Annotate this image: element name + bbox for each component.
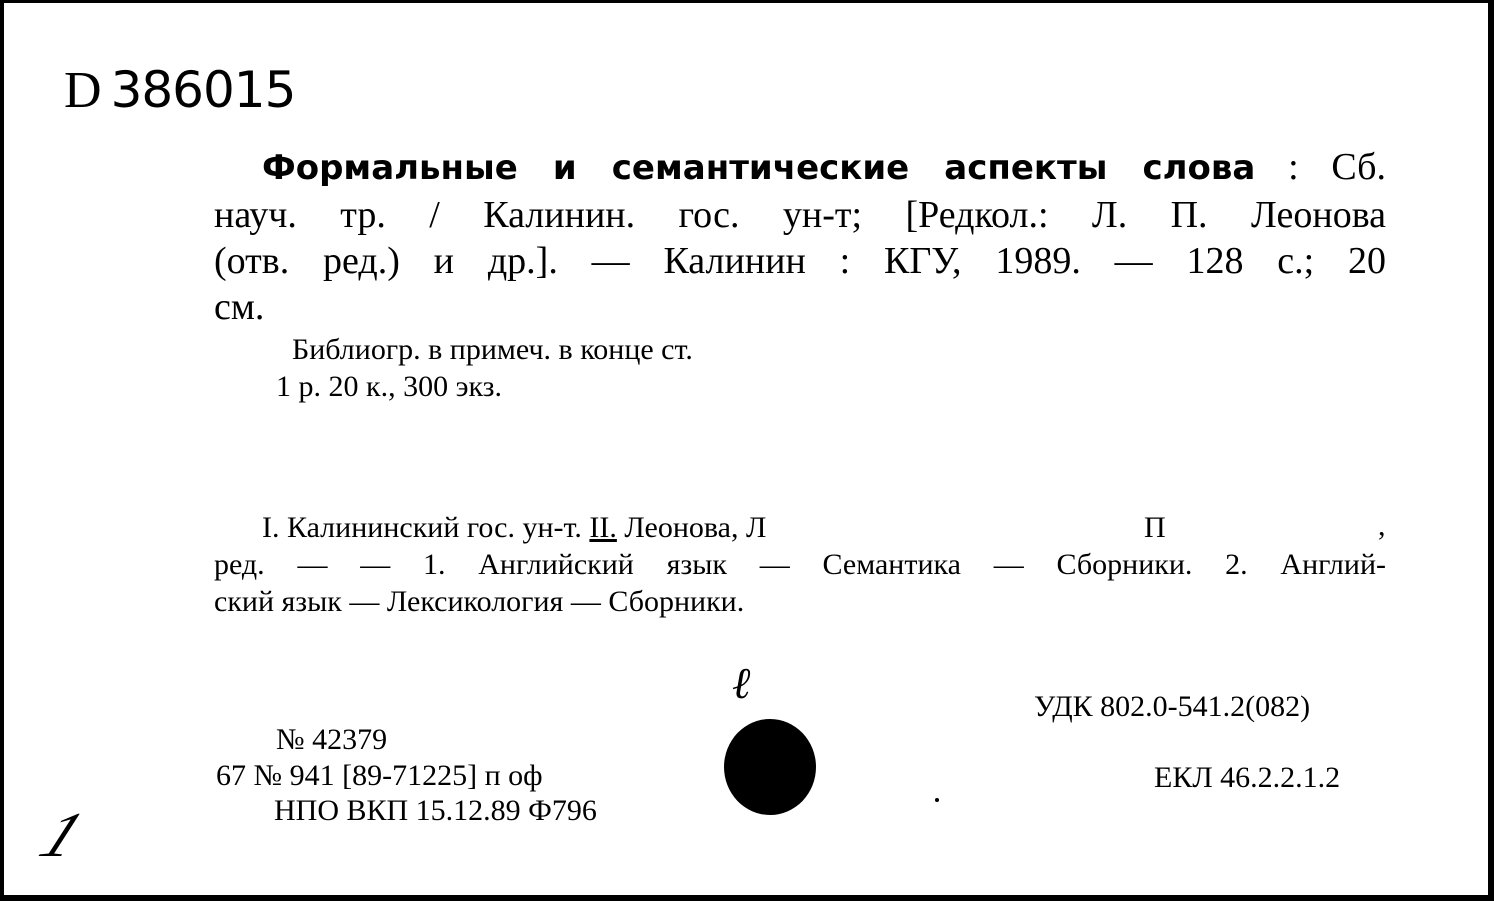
title-bold: Формальные и семантические аспекты слова <box>262 148 1256 188</box>
handwritten-number: 1 <box>29 799 95 870</box>
handwritten-mark: ℓ <box>732 659 751 708</box>
tracing-1c: Леонова, Л <box>624 511 767 544</box>
speck <box>935 798 939 802</box>
print-info-2: НПО ВКП 15.12.89 Ф796 <box>274 794 597 827</box>
print-info-1: 67 № 941 [89-71225] п оф <box>216 759 543 792</box>
tracing-line-1 <box>262 511 766 545</box>
price-note: 1 р. 20 к., 300 экз. <box>276 370 502 403</box>
title-line <box>262 145 1386 189</box>
call-number-value: 386015 <box>110 61 296 119</box>
description-line-3: (отв. ред.) и др.]. — Калинин : КГУ, 1989. — 128 с.; 20 <box>214 240 1386 282</box>
description-line-2: науч. тр. / Калинин. гос. ун-т; [Редкол.: Л. П. Леонова <box>214 194 1386 236</box>
bibliography-note: Библиогр. в примеч. в конце ст. <box>292 333 693 366</box>
tracing-1b: II. <box>589 511 617 544</box>
udk-code: УДК 802.0-541.2(082) <box>1034 690 1311 723</box>
title-rest: : Сб. <box>1255 146 1386 188</box>
call-number <box>64 61 295 120</box>
accession-number: № 42379 <box>276 723 388 756</box>
tracing-line-2: ред. — — 1. Английский язык — Семантика — Сборники. 2. Англий- <box>214 548 1386 581</box>
tracing-initial: П <box>1144 511 1166 544</box>
call-number-prefix: D <box>64 62 101 119</box>
punch-hole-dot <box>724 719 816 815</box>
tracing-comma: , <box>1378 509 1386 542</box>
description-line-4: см. <box>214 286 265 328</box>
ekl-code: ЕКЛ 46.2.2.1.2 <box>1154 761 1341 794</box>
tracing-1a: I. Калининский гос. ун-т. <box>262 511 582 544</box>
tracing-line-3: ский язык — Лексикология — Сборники. <box>214 585 745 618</box>
